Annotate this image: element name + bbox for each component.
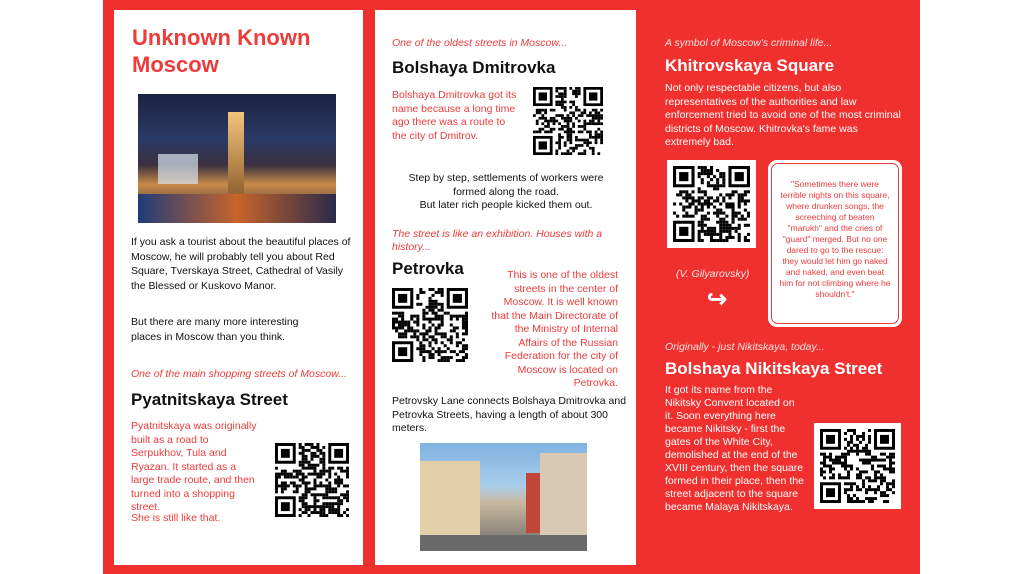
khitrovka-heading: Khitrovskaya Square xyxy=(665,56,835,75)
nikitskaya-heading: Bolshaya Nikitskaya Street xyxy=(665,359,883,378)
petrovka-street-photo xyxy=(420,443,587,551)
nikitskaya-qr-code[interactable] xyxy=(814,423,901,509)
khitrovka-qr-code[interactable] xyxy=(667,160,756,248)
dmitrovka-text: Bolshaya Dmitrovka got its name because a long time ago there was a route to the city of Dmitrov. xyxy=(392,89,517,142)
nikitskaya-text: It got its name from the Nikitsky Convent located on it. Soon everything here became Nikitsky - first the gates of the White City, demolished at the end of the XVIII century, then the square formed in their place, then the street adjacent to the square became Malaya Nikitskaya. xyxy=(665,384,804,513)
pyatnitskaya-heading: Pyatnitskaya Street xyxy=(131,390,288,409)
petrovka-qr-code[interactable] xyxy=(389,285,471,365)
petrovka-tagline: The street is like an exhibition. Houses with a history... xyxy=(392,228,603,253)
petrovsky-lane-text: Petrovsky Lane connects Bolshaya Dmitrovka and Petrovka Streets, having a length of about 300 meters. xyxy=(392,395,627,434)
kicked-out-text: But later rich people kicked them out. xyxy=(419,199,593,211)
quote-box xyxy=(768,160,902,327)
pyatnitskaya-text: Pyatnitskaya was originally built as a road to Serpukhov, Tula and Ryazan. It started as a large trade route, and then turned into a shopping street. xyxy=(131,420,257,513)
nikitskaya-tagline: Originally - just Nikitskaya, today... xyxy=(665,341,825,353)
pyatnitskaya-text-2: She is still like that. xyxy=(131,512,221,524)
dmitrovka-tagline: One of the oldest streets in Moscow... xyxy=(392,37,568,49)
moscow-night-photo xyxy=(138,94,336,223)
khitrovka-tagline: A symbol of Moscow's criminal life... xyxy=(665,37,833,49)
quote-author: (V. Gilyarovsky) xyxy=(676,268,750,280)
intro-text-2: But there are many more interesting places in Moscow than you think. xyxy=(131,316,299,343)
arrow-icon: ↪ xyxy=(707,286,728,313)
pyatnitskaya-tagline: One of the main shopping streets of Moscow... xyxy=(131,368,347,380)
dmitrovka-heading: Bolshaya Dmitrovka xyxy=(392,58,556,77)
intro-text: If you ask a tourist about the beautiful places of Moscow, he will probably tell you about Red Square, Tverskaya Street, Cathedral of Vasily the Blessed or Kuskovo Manor. xyxy=(131,236,351,292)
petrovka-text: This is one of the oldest streets in the center of Moscow. It is well known that the Main Directorate of the Ministry of Internal Affairs of the Russian Federation for the city of Moscow is located on Petrovka. xyxy=(491,269,618,389)
dmitrovka-center-text xyxy=(392,172,620,213)
dmitrovka-qr-code[interactable] xyxy=(530,84,606,158)
khitrovka-text: Not only respectable citizens, but also representatives of the authorities and law enforcement tried to avoid one of the most criminal districts of Moscow. Khitrovka's fame was extremely bad. xyxy=(665,82,901,148)
brochure-title: Unknown Known Moscow xyxy=(132,25,311,77)
settlements-text: Step by step, settlements of workers were formed along the road. xyxy=(408,172,604,198)
quote-text: "Sometimes there were terrible nights on this square, where drunken songs, the screeching of beaten "marukh" and the cries of "guard" merged. But no one dared to go to the rescue: they would let him go naked and naked, and even beat him for not climbing where he shouldn't." xyxy=(771,163,899,324)
pyatnitskaya-qr-code[interactable] xyxy=(272,440,352,520)
petrovka-heading: Petrovka xyxy=(392,259,464,278)
